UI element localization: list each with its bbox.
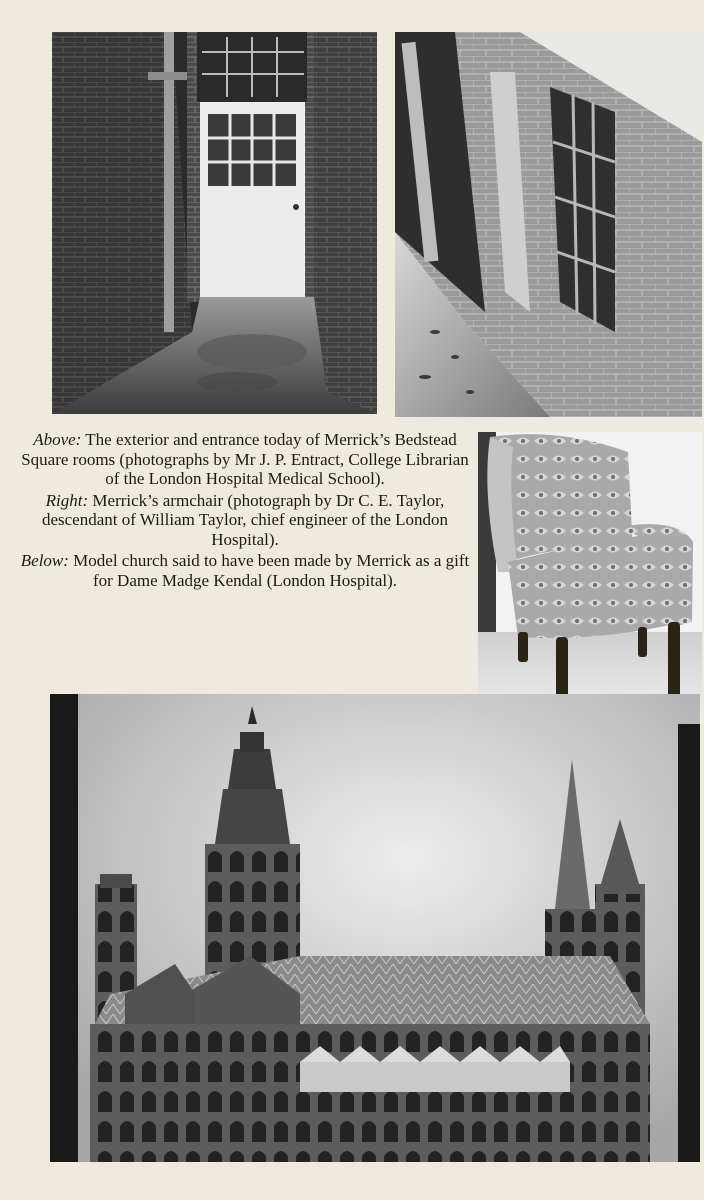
- photo-caption: [20, 430, 470, 592]
- caption-below-label: Below:: [20, 551, 69, 570]
- caption-below-text: Model church said to have been made by Merrick as a gift for Dame Madge Kendal (London Hospital).: [68, 551, 470, 590]
- caption-above-text: The exterior and entrance today of Merrick’s Bedstead Square rooms (photographs by Mr J. P. Entract, College Librarian of the London Hospital Medical School).: [21, 430, 469, 488]
- caption-above-label: Above:: [33, 430, 82, 449]
- caption-right-label: Right:: [45, 490, 89, 510]
- photo-barred-window-wall: [395, 32, 702, 417]
- caption-right: [20, 491, 470, 550]
- caption-above: [20, 430, 470, 489]
- photo-armchair: [478, 432, 702, 724]
- caption-right-text: Merrick’s armchair (photograph by Dr C. E. Taylor, descendant of William Taylor, chief engineer of the London Hospital).: [41, 490, 449, 549]
- photo-entrance-alley: [52, 32, 377, 414]
- photo-model-church: [50, 694, 700, 1162]
- caption-below: [20, 551, 470, 590]
